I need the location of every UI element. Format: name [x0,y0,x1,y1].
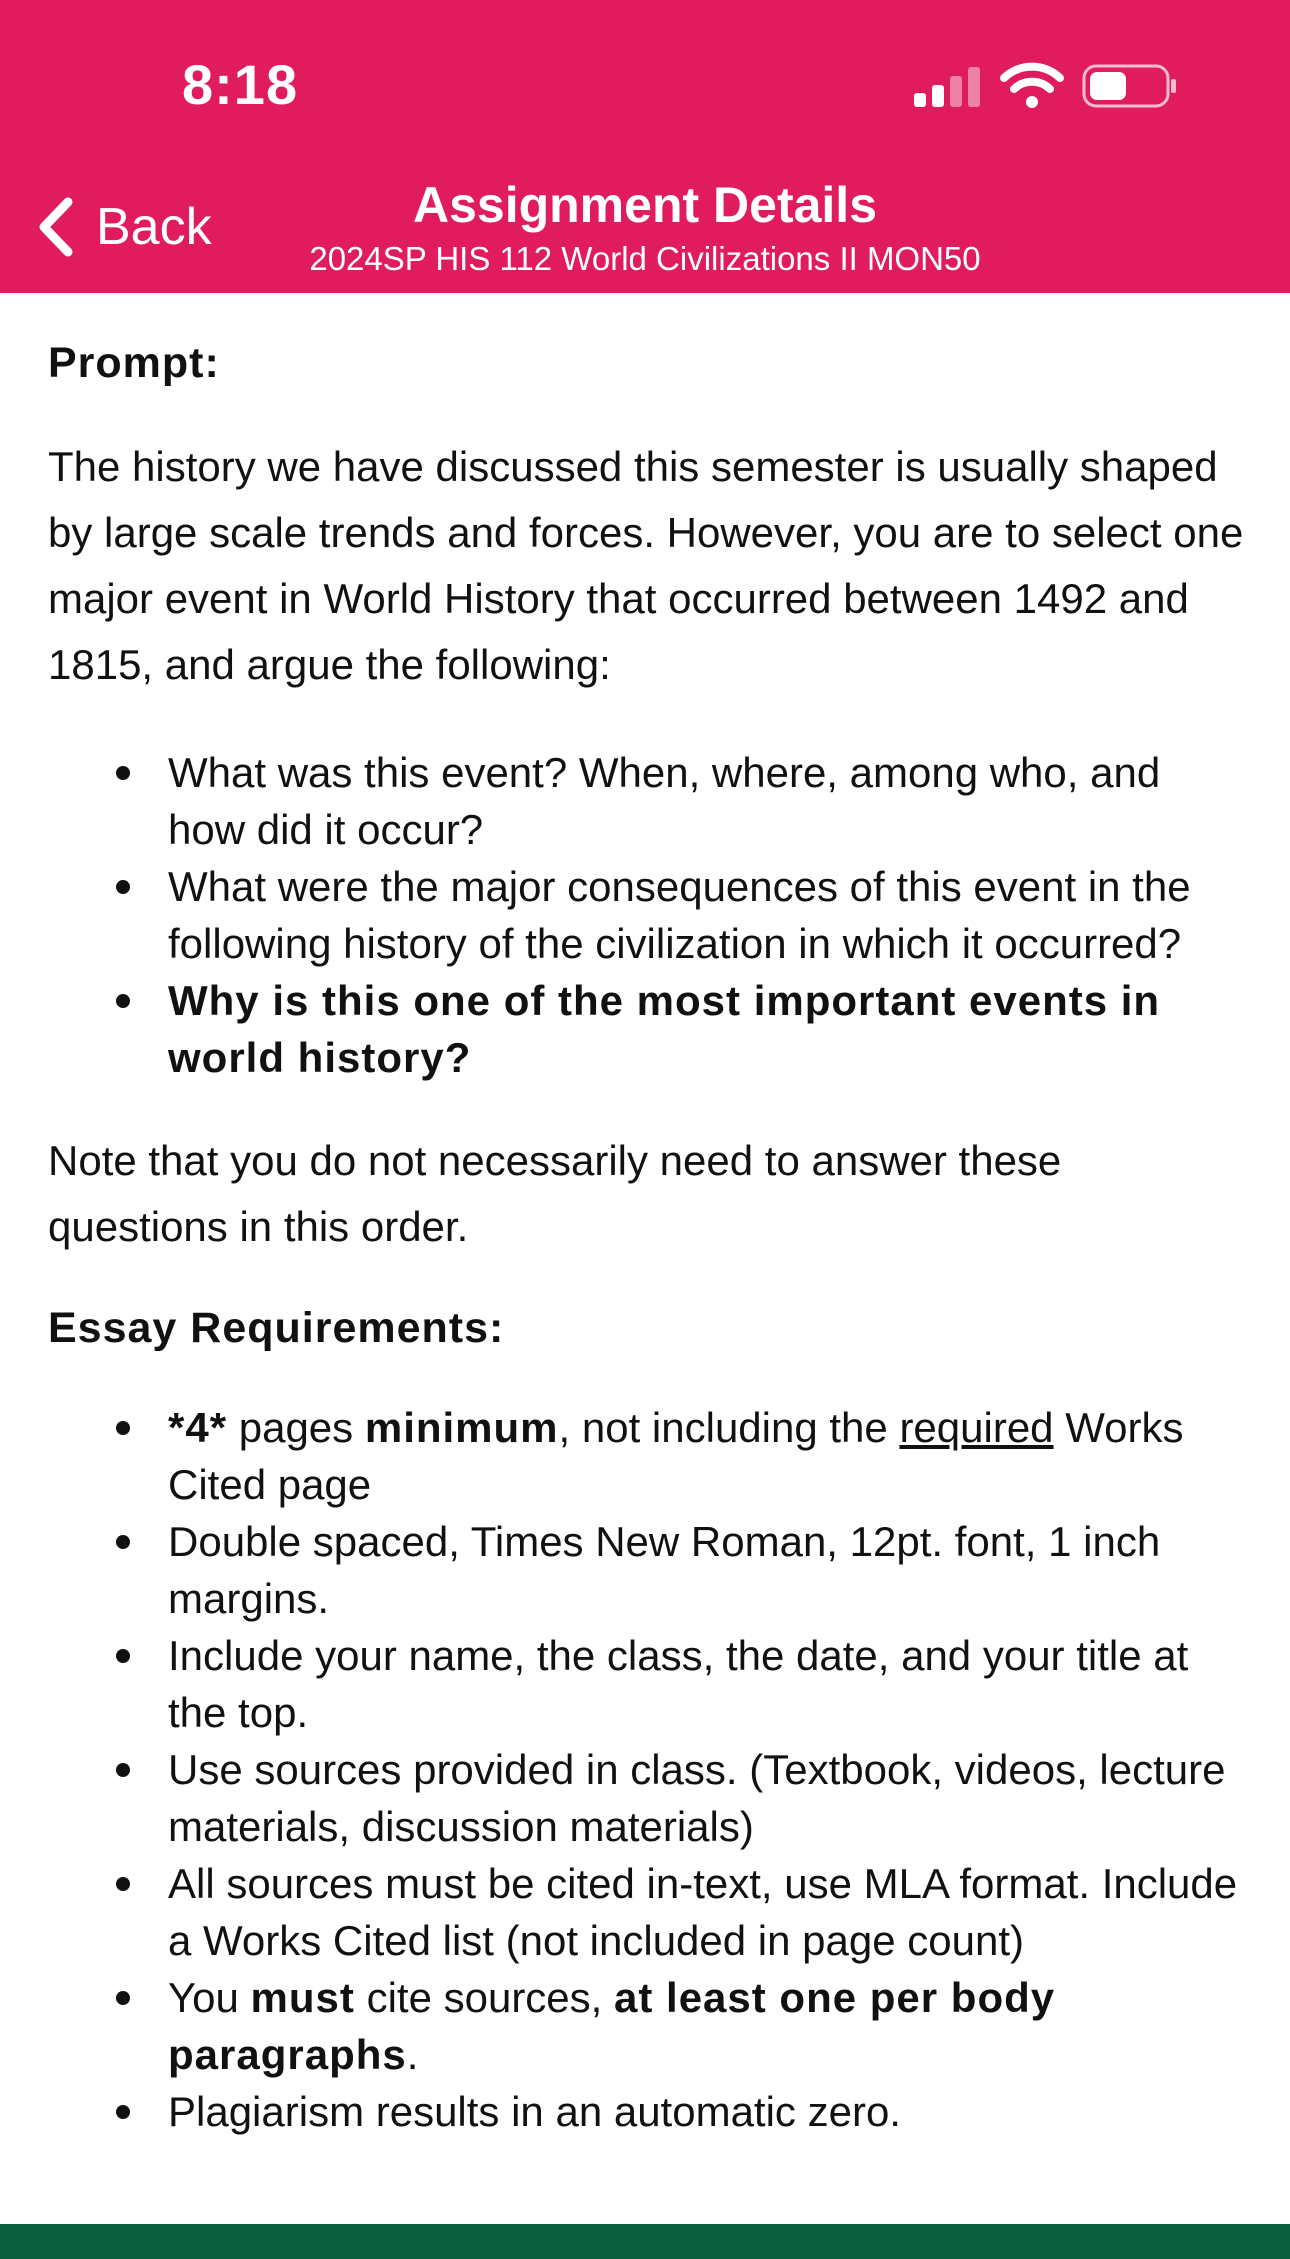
list-item: Use sources provided in class. (Textbook, videos, lecture materials, discussion materials) [168,1741,1248,1855]
list-item: Include your name, the class, the date, and your title at the top. [168,1627,1248,1741]
back-label: Back [96,198,212,256]
list-item: Plagiarism results in an automatic zero. [168,2083,1248,2140]
list-item: *4* pages minimum, not including the required Works Cited page [168,1399,1248,1513]
prompt-note: Note that you do not necessarily need to answer these questions in this order. [48,1137,1062,1250]
list-item: All sources must be cited in-text, use MLA format. Include a Works Cited list (not included in page count) [168,1855,1248,1969]
list-item: You must cite sources, at least one per body paragraphs. [168,1969,1248,2083]
requirements-list [168,1399,1248,2140]
wifi-icon [1000,62,1064,108]
prompt-questions [168,744,1248,1086]
assignment-content [48,293,1248,2140]
status-time: 8:18 [182,53,299,116]
prompt-heading: Prompt: [48,339,220,387]
cellular-signal-icon [914,67,980,107]
list-item: Double spaced, Times New Roman, 12pt. font, 1 inch margins. [168,1513,1248,1627]
prompt-intro: The history we have discussed this semester is usually shaped by large scale trends and forces. However, you are to select one major event in World History that occurred between 1492 and 1815, and argue the following: [48,443,1244,688]
bottom-bar [0,2224,1290,2259]
requirements-heading: Essay Requirements: [48,1304,505,1352]
page-title: Assignment Details [412,177,877,233]
list-item: Why is this one of the most important events in world history? [168,972,1248,1086]
course-subtitle: 2024SP HIS 112 World Civilizations II MON50 [309,240,981,277]
battery-icon [1082,64,1178,108]
list-item: What was this event? When, where, among who, and how did it occur? [168,744,1248,858]
list-item: What were the major consequences of this event in the following history of the civilization in which it occurred? [168,858,1248,972]
app-header [0,0,1290,293]
